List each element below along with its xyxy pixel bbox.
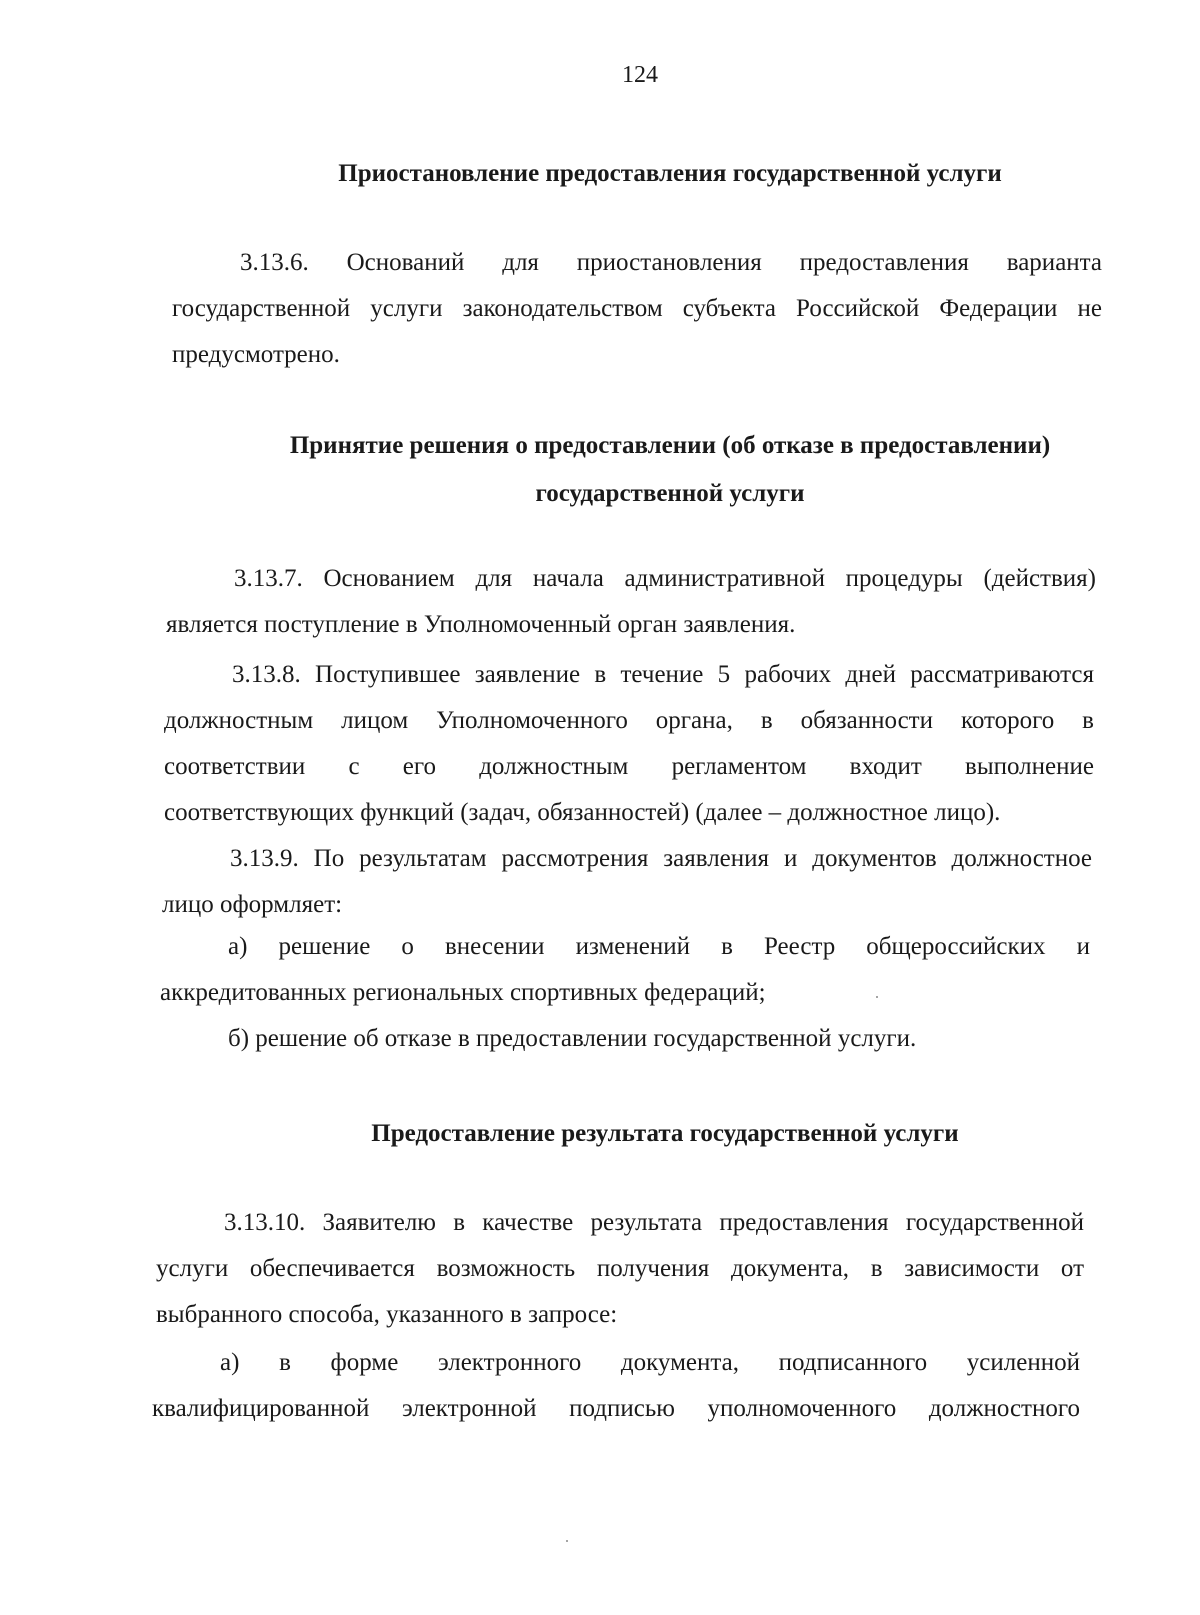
text-line: государственной услуги законодательством субъекта Российской Федерации не — [172, 295, 1102, 322]
text-line: а) решение о внесении изменений в Реестр общероссийских и — [228, 933, 1090, 960]
section-heading-suspension: Приостановление предоставления государственной услуги — [338, 160, 1002, 187]
paragraph-3-13-8 — [164, 652, 1094, 836]
text-line: аккредитованных региональных спортивных федераций; — [160, 979, 766, 1006]
paragraph-item-a-electronic — [152, 1340, 1080, 1432]
scan-speck — [566, 1540, 568, 1542]
text-line: 3.13.10. Заявителю в качестве результата предоставления государственной — [224, 1209, 1084, 1236]
paragraph-item-a — [160, 924, 1090, 1016]
paragraph-3-13-7 — [166, 556, 1096, 648]
text-line: предусмотрено. — [172, 341, 340, 368]
heading-line: государственной услуги — [535, 480, 805, 507]
text-line: 3.13.9. По результатам рассмотрения заявления и документов должностное — [230, 845, 1092, 872]
paragraph-3-13-6 — [172, 240, 1102, 378]
page-number: 124 — [622, 62, 658, 88]
text-line: лицо оформляет: — [162, 891, 343, 918]
scan-speck — [876, 996, 878, 998]
paragraph-item-b — [160, 1016, 1090, 1062]
text-line: является поступление в Уполномоченный орган заявления. — [166, 611, 796, 638]
text-line: а) в форме электронного документа, подписанного усиленной — [220, 1349, 1080, 1376]
text-line: соответствующих функций (задач, обязанностей) (далее – должностное лицо). — [164, 799, 1001, 826]
section-heading-decision — [240, 422, 1100, 518]
heading-line: Принятие решения о предоставлении (об отказе в предоставлении) — [289, 432, 1051, 459]
text-line: квалифицированной электронной подписью уполномоченного должностного — [152, 1395, 1080, 1422]
paragraph-3-13-9 — [162, 836, 1092, 928]
text-line: 3.13.8. Поступившее заявление в течение 5 рабочих дней рассматриваются — [232, 661, 1094, 688]
text-line: услуги обеспечивается возможность получения документа, в зависимости от — [156, 1255, 1084, 1282]
paragraph-3-13-10 — [156, 1200, 1084, 1338]
text-line: б) решение об отказе в предоставлении государственной услуги. — [228, 1025, 917, 1052]
text-line: выбранного способа, указанного в запросе: — [156, 1301, 618, 1328]
text-line: соответствии с его должностным регламентом входит выполнение — [164, 753, 1094, 780]
section-heading-result: Предоставление результата государственной услуги — [371, 1120, 959, 1147]
text-line: 3.13.6. Оснований для приостановления предоставления варианта — [240, 249, 1102, 276]
text-line: должностным лицом Уполномоченного органа, в обязанности которого в — [164, 707, 1094, 734]
text-line: 3.13.7. Основанием для начала административной процедуры (действия) — [234, 565, 1096, 592]
